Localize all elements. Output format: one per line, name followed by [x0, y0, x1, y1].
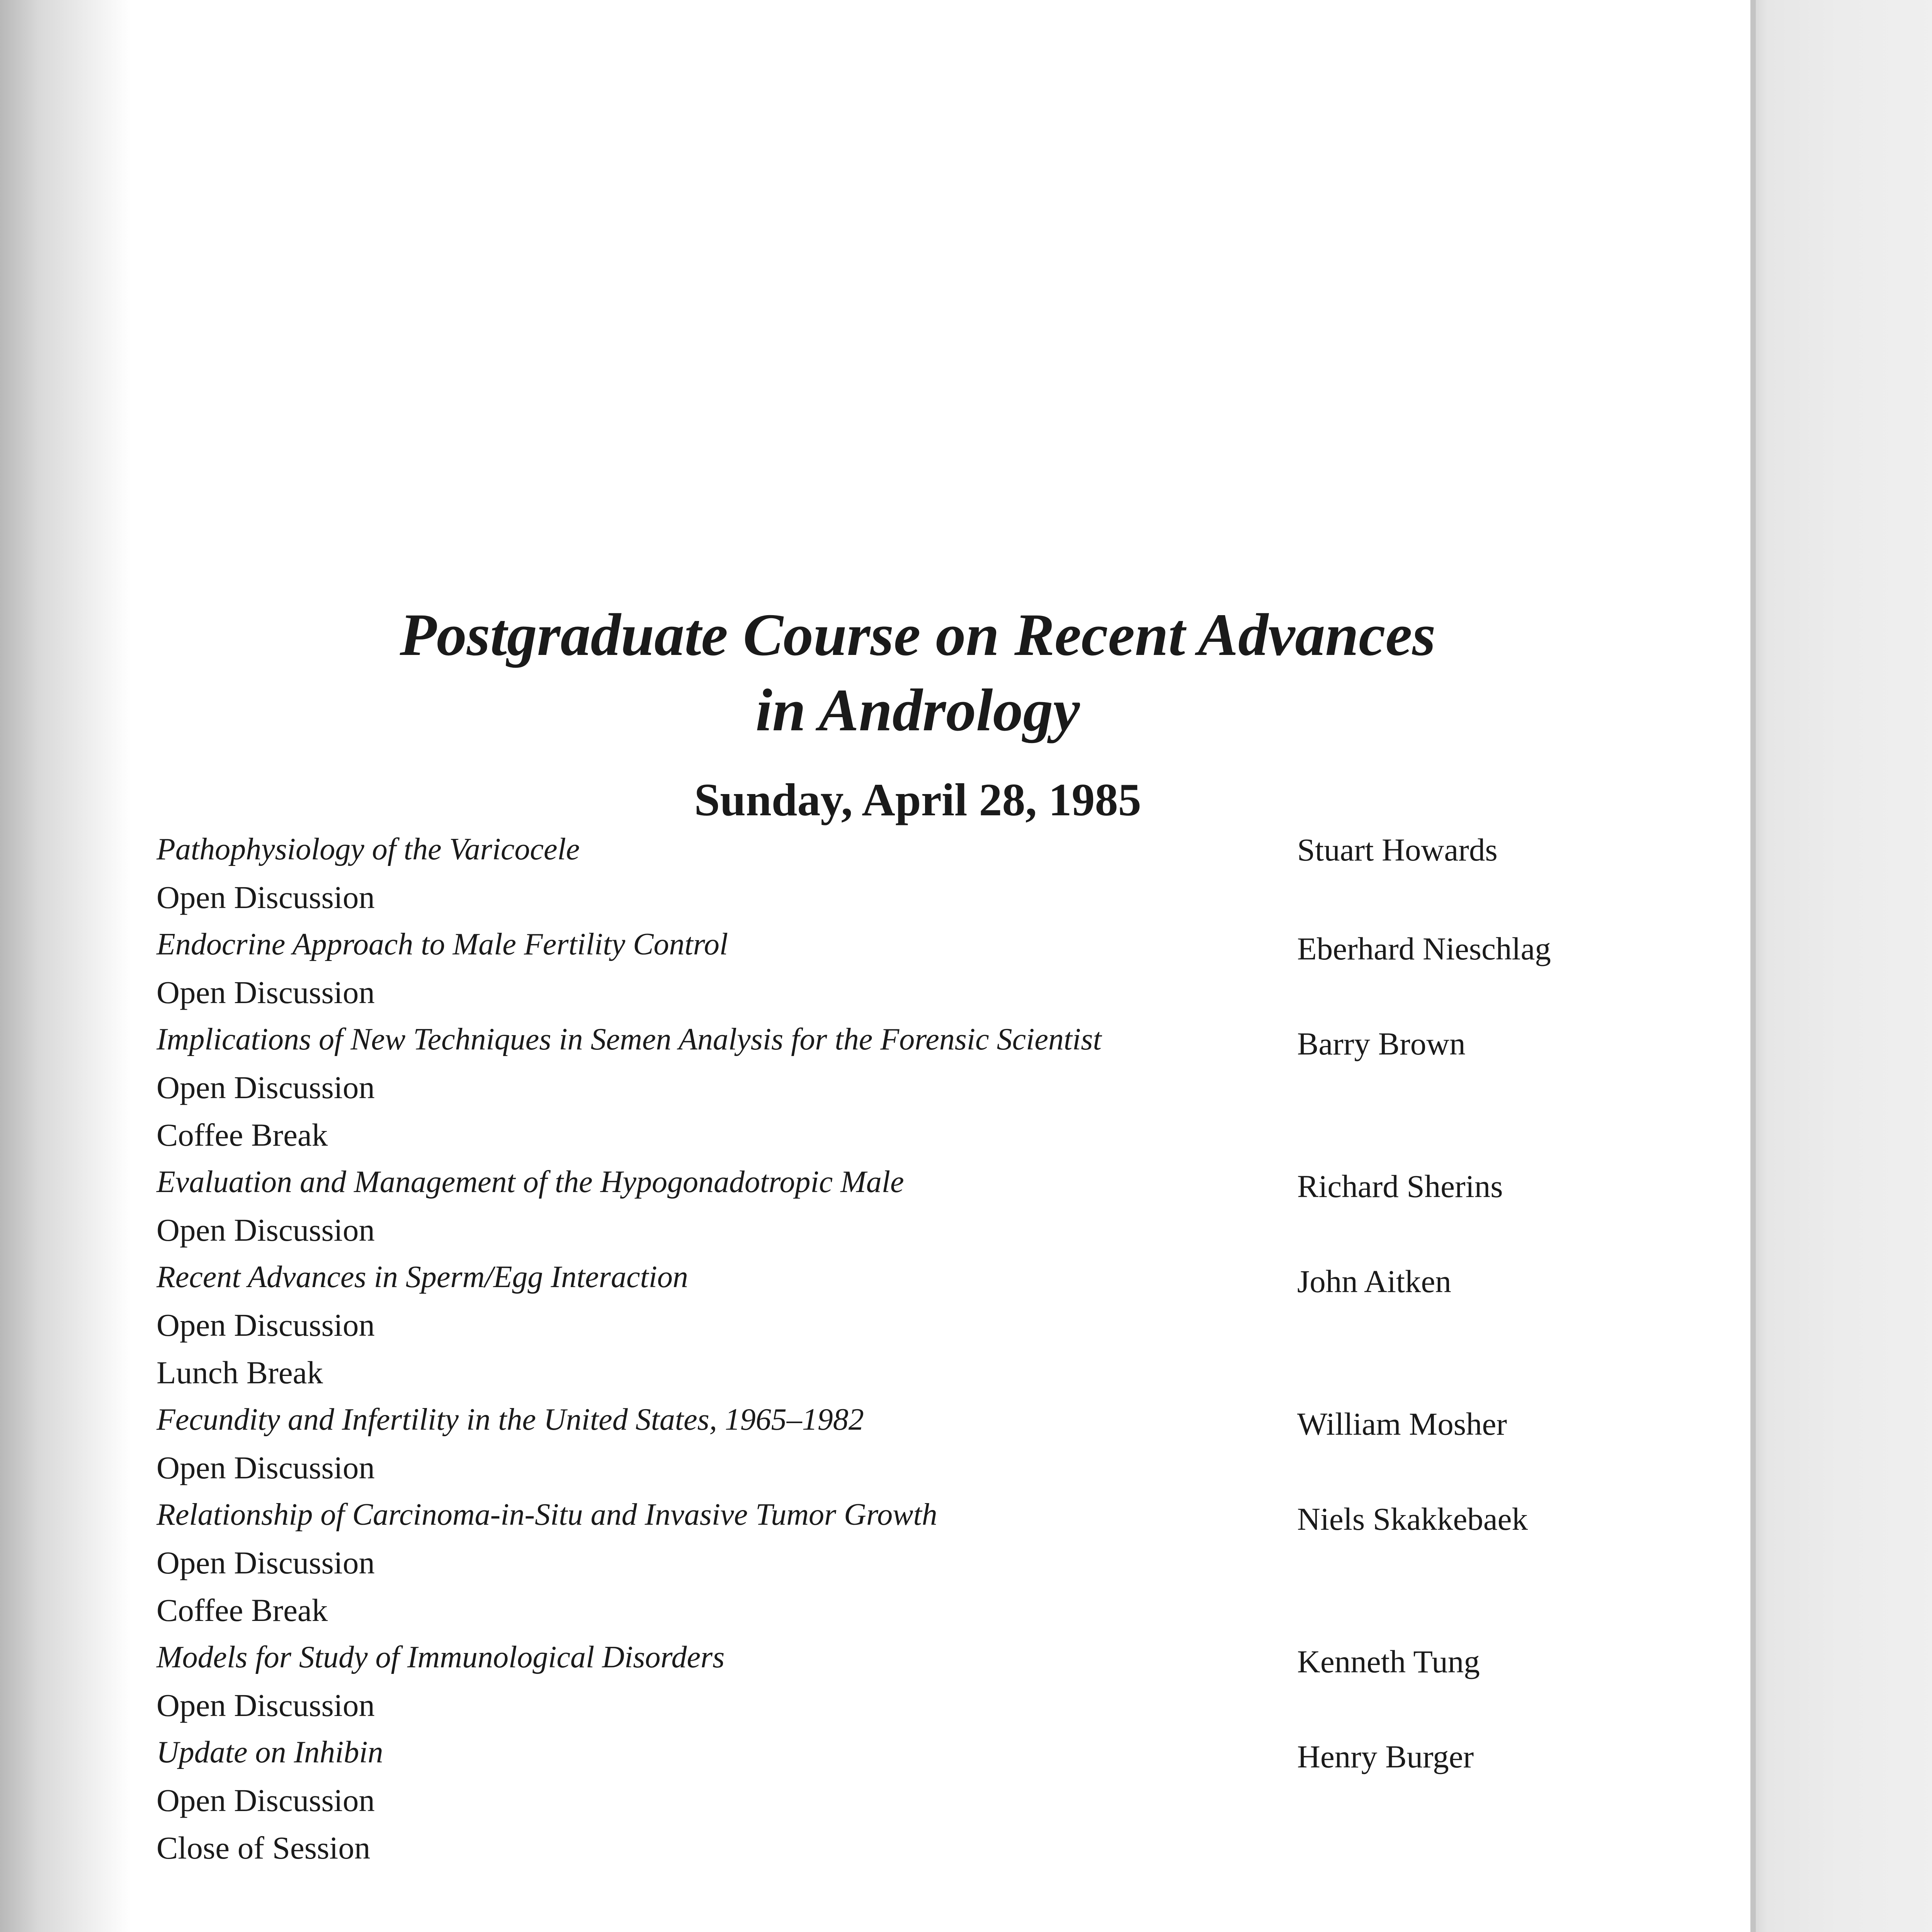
scan-shadow-left	[0, 0, 131, 1932]
program-row	[156, 1214, 1625, 1262]
program-item: Open Discussion	[156, 1070, 375, 1105]
program-row	[156, 929, 1625, 976]
program-row	[156, 1594, 1625, 1642]
program-item: Coffee Break	[156, 1592, 328, 1628]
program-item: Coffee Break	[156, 1117, 328, 1153]
program-row	[156, 1642, 1625, 1689]
program-item: Open Discussion	[156, 1687, 375, 1723]
speaker-name: Stuart Howards	[1297, 832, 1498, 867]
program-row	[156, 1357, 1625, 1404]
program-item: Lunch Break	[156, 1355, 323, 1390]
scan-page-edge-right	[1754, 0, 1932, 1932]
program-item: Open Discussion	[156, 879, 375, 915]
program-item: Open Discussion	[156, 1782, 375, 1818]
program-row	[156, 1024, 1625, 1071]
program-item: Open Discussion	[156, 975, 375, 1010]
course-title-line-1: Postgraduate Course on Recent Advances	[400, 601, 1436, 668]
program-item: Implications of New Techniques in Semen Analysis for the Forensic Scientist	[156, 1022, 1102, 1056]
program-schedule	[156, 834, 1625, 1879]
program-row	[156, 1452, 1625, 1499]
program-item: Close of Session	[156, 1830, 371, 1866]
program-row	[156, 1784, 1625, 1832]
program-row	[156, 976, 1625, 1024]
program-row	[156, 834, 1625, 881]
scan-page-edge-line	[1750, 0, 1756, 1932]
program-row	[156, 1167, 1625, 1214]
program-row	[156, 1262, 1625, 1309]
program-row	[156, 1499, 1625, 1547]
program-row	[156, 881, 1625, 929]
speaker-name: Henry Burger	[1297, 1739, 1474, 1774]
program-item: Open Discussion	[156, 1307, 375, 1343]
program-item: Open Discussion	[156, 1212, 375, 1248]
speaker-name: Eberhard Nieschlag	[1297, 931, 1551, 966]
speaker-name: Kenneth Tung	[1297, 1644, 1480, 1679]
program-item: Recent Advances in Sperm/Egg Interaction	[156, 1260, 688, 1294]
program-item: Open Discussion	[156, 1450, 375, 1485]
course-title-line-2: in Andrology	[755, 677, 1080, 743]
program-item: Fecundity and Infertility in the United States, 1965–1982	[156, 1403, 864, 1437]
program-row	[156, 1404, 1625, 1452]
program-row	[156, 1547, 1625, 1594]
program-row	[156, 1737, 1625, 1784]
program-item: Pathophysiology of the Varicocele	[156, 832, 580, 866]
program-item: Update on Inhibin	[156, 1735, 383, 1769]
program-item: Evaluation and Management of the Hypogonadotropic Male	[156, 1165, 904, 1199]
program-row	[156, 1689, 1625, 1737]
program-row	[156, 1309, 1625, 1357]
speaker-name: Niels Skakkebaek	[1297, 1501, 1528, 1537]
speaker-name: Barry Brown	[1297, 1026, 1466, 1061]
program-row	[156, 1119, 1625, 1167]
speaker-name: William Mosher	[1297, 1406, 1507, 1442]
speaker-name: John Aitken	[1297, 1264, 1451, 1299]
program-row	[156, 1832, 1625, 1879]
program-item: Models for Study of Immunological Disorders	[156, 1640, 725, 1674]
program-row	[156, 1071, 1625, 1119]
speaker-name: Richard Sherins	[1297, 1168, 1503, 1204]
program-item: Open Discussion	[156, 1545, 375, 1580]
session-date: Sunday, April 28, 1985	[694, 774, 1141, 825]
program-item: Relationship of Carcinoma-in-Situ and Invasive Tumor Growth	[156, 1498, 937, 1532]
program-item: Endocrine Approach to Male Fertility Control	[156, 927, 728, 961]
